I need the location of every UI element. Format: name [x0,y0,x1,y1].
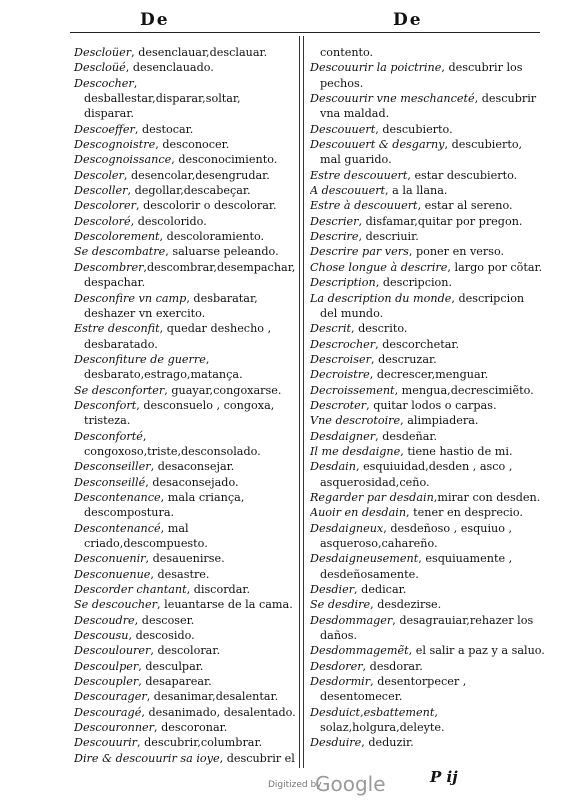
definition: disparar. [84,107,135,121]
definition: , desconocimiento. [171,153,278,167]
definition: despachar. [84,276,146,290]
definition: , descoloramiento. [159,230,265,244]
dictionary-entry [310,352,545,367]
definition: , desanimar,desalentar. [146,690,279,704]
headword: Descoler [74,168,124,182]
definition: , descubrir los pechos. [320,61,523,90]
headword: Descloüer [74,46,132,59]
headword: Desdier [310,583,355,597]
dictionary-entry [310,260,545,275]
definition: , saluarse peleando. [165,245,279,259]
dictionary-entry [310,674,545,705]
headword: Desdaigneux [310,521,384,535]
headword: Estre à descouuert [310,199,418,213]
headword: Descroiser [310,352,371,366]
definition: , descubrir el [219,751,295,765]
dictionary-entry [74,490,296,521]
headword: Desdommagemẽt [310,644,409,658]
dictionary-entry [74,183,296,198]
dictionary-entry [310,398,545,413]
definition: , guayar,congoxarse. [164,383,282,397]
dictionary-entry [74,229,296,244]
header-rule [70,32,540,33]
dictionary-entry [310,735,545,750]
definition: ,mirar con desden. [433,490,541,504]
dictionary-entry [74,659,296,674]
dictionary-entry [310,275,545,290]
definition: , desauenirse. [145,552,225,566]
definition: , desaconsejado. [145,475,239,489]
dictionary-entry [74,260,296,275]
dictionary-entry [74,321,296,352]
definition: , descripcion del mundo. [320,291,525,320]
dictionary-entry [74,122,296,137]
dictionary-entry [74,597,296,612]
definition: , dedicar. [354,583,407,597]
dictionary-entry [74,383,296,398]
dictionary-entry [310,321,545,336]
definition: , desbaratar, deshazer vn exercito. [84,291,258,320]
definition: , descolorir o descolorar. [135,199,277,213]
headword: Descourager [74,690,147,704]
headword: Descoulper [74,659,139,673]
headword: Estre desconfit [74,322,160,336]
dictionary-entry [310,45,545,60]
definition: , estar descubierto. [407,168,518,182]
definition: , descubrir,columbrar. [137,736,263,750]
definition: , el salir a paz y a saluo. [408,644,545,658]
dictionary-entry [74,244,296,259]
google-watermark: Google [315,772,386,796]
definition: , descosido. [128,629,195,643]
dictionary-entry [310,613,545,644]
headword: Dire & descouurir sa ioye [74,751,220,765]
dictionary-entry [74,567,296,582]
dictionary-entry [74,475,296,490]
signature-mark: P ij [430,768,458,786]
running-head-left: De [140,10,170,30]
dictionary-entry [74,735,296,750]
running-head-right: De [393,10,423,30]
headword: Il me desdaigne [310,444,401,458]
definition: , estar al sereno. [417,199,513,213]
definition: contento. [320,46,374,59]
dictionary-entry [74,521,296,552]
headword: Desdaigner [310,429,376,443]
definition: , descruzar. [370,352,437,366]
headword: Decroissement [310,383,395,397]
headword: Descrire [310,230,359,244]
headword: Descontenance [74,490,161,504]
headword: Desconseillé [74,475,146,489]
definition: , mala criança, descompostura. [84,490,245,520]
definition: , desentorpecer , desentomecer. [320,675,467,704]
definition: , desconocer. [155,138,230,152]
headword: Descolorement [74,230,160,244]
definition: , a la llana. [385,184,448,198]
definition: , leuantarse de la cama. [157,598,293,612]
left-column [74,45,296,766]
headword: Descouuert & desgarny [310,138,445,152]
definition: , descripcion. [375,276,453,290]
definition: , congoxoso,triste,desconsolado. [84,429,261,458]
definition: , destocar. [134,122,194,136]
headword: Auoir en desdain [310,506,407,520]
definition: , desagrauiar,rehazer los daños. [320,613,534,643]
definition: , quitar lodos o carpas. [366,398,497,412]
definition: , mal criado,descompuesto. [84,521,208,550]
dictionary-entry [74,582,296,597]
dictionary-entry [310,183,545,198]
definition: , descorchetar. [375,337,460,351]
headword: Estre descouuert [310,168,408,182]
definition: , descriuir. [358,230,419,244]
dictionary-entry [74,214,296,229]
headword: Desconforté [74,429,143,443]
headword: Descouragé [74,705,142,719]
column-divider [299,36,300,768]
dictionary-entry [74,152,296,167]
headword: Descrire par vers [310,245,409,259]
definition: , mengua,decrescimiẽto. [394,383,534,397]
headword: Desconfire vn camp [74,291,187,305]
dictionary-entry [310,137,545,168]
headword: Descrocher [310,337,376,351]
headword: Descognoissance [74,153,172,167]
dictionary-entry [310,505,545,520]
dictionary-entry [74,628,296,643]
definition: , desaconsejar. [150,460,235,474]
definition: , desculpar. [138,659,204,673]
column-divider-inner [303,36,304,768]
definition: , tiene hastio de mi. [400,444,513,458]
definition: , quedar deshecho , desbaratado. [84,322,272,351]
definition: , desbarato,estrago,matança. [84,352,243,382]
headword: Descloüé [74,61,126,75]
definition: , desdeñar. [375,429,438,443]
dictionary-entry [74,551,296,566]
dictionary-entry [310,459,545,490]
definition: , poner en verso. [408,245,505,259]
dictionary-entry [74,291,296,322]
definition: , desdezirse. [370,598,442,612]
headword: Descouurir vne meschanceté [310,92,475,106]
dictionary-entry [310,60,545,91]
dictionary-entry [74,689,296,704]
headword: Chose longue à descrire [310,260,448,274]
dictionary-entry [74,137,296,152]
headword: Decroistre [310,368,370,382]
headword: Regarder par desdain [310,490,434,504]
headword: Descognoistre [74,138,156,152]
headword: Desconuenir [74,552,146,566]
definition: , descubierto, mal guarido. [320,138,523,167]
definition: , descoser. [134,613,195,627]
definition: , descrito. [351,322,408,336]
definition: , decrescer,menguar. [369,368,489,382]
headword: Desconseiller [74,460,151,474]
headword: Descoudre [74,613,135,627]
headword: Desdommager [310,613,393,627]
definition: , desenclauado. [125,61,214,75]
dictionary-entry [74,643,296,658]
headword: Descouurir la poictrine [310,61,442,75]
dictionary-entry [310,551,545,582]
headword: Se desconforter [74,383,165,397]
headword: Desdain [310,460,356,474]
headword: Vne descrotoire [310,414,401,428]
headword: Descorder chantant [74,583,187,597]
definition: , desenclauar,desclauar. [131,46,268,59]
dictionary-entry [310,643,545,658]
dictionary-entry [310,214,545,229]
headword: Desconfort [74,398,137,412]
right-column [310,45,545,751]
dictionary-entry [310,198,545,213]
dictionary-entry [74,275,296,290]
definition: , esquiuamente , desdeñosamente. [320,552,513,581]
definition: , descubierto. [375,122,453,136]
headword: Descombrer [74,260,144,274]
dictionary-entry [310,337,545,352]
dictionary-entry [310,582,545,597]
headword: Descocher [74,76,134,90]
dictionary-entry [74,459,296,474]
headword: Descroter [310,398,367,412]
dictionary-entry [74,751,296,766]
definition: , discordar. [186,583,251,597]
dictionary-entry [310,521,545,552]
headword: Descrier [310,214,359,228]
headword: Descoulourer [74,644,151,658]
headword: Se descombatre [74,245,166,259]
definition: , deduzir. [361,736,414,750]
dictionary-entry [310,244,545,259]
definition: , esquiuidad,desden , asco , asquerosidad,ceño. [320,460,513,489]
dictionary-entry [310,597,545,612]
dictionary-entry [74,45,296,60]
dictionary-entry [310,490,545,505]
definition: , desballestar,disparar,soltar, [84,76,241,106]
dictionary-entry [310,659,545,674]
headword: La description du monde [310,291,452,305]
headword: Descouronner [74,721,155,735]
dictionary-entry [310,444,545,459]
definition: , largo por cõtar. [447,260,543,274]
definition: , desconsuelo , congoxa, tristeza. [84,398,275,428]
dictionary-entry [74,352,296,383]
dictionary-entry [310,429,545,444]
definition: , desdeñoso , esquiuo , asqueroso,cahareño. [320,521,513,550]
headword: Descoupler [74,675,139,689]
dictionary-entry [74,60,296,75]
definition: ,descombrar,desempachar, [143,260,296,274]
headword: Desconuenue [74,567,151,581]
headword: Desdaigneusement [310,552,419,566]
headword: Descouurir [74,736,138,750]
dictionary-entry [310,367,545,382]
headword: Descoeffer [74,122,135,136]
headword: Descousu [74,629,129,643]
dictionary-entry [310,122,545,137]
headword: Desconfiture de guerre [74,352,206,366]
definition: , degollar,descabeçar. [127,184,251,198]
definition: , desencolar,desengrudar. [123,168,270,182]
dictionary-entry [310,383,545,398]
headword: Description [310,276,376,290]
headword: A descouuert [310,184,386,198]
digitized-label: Digitized by [268,780,322,790]
definition: , descoronar. [154,721,228,735]
dictionary-entry [74,168,296,183]
definition: , desaparear. [138,675,212,689]
dictionary-entry [74,398,296,429]
headword: Descoloré [74,214,131,228]
headword: Desdorer [310,659,363,673]
headword: Descolorer [74,199,136,213]
definition: , solaz,holgura,deleyte. [320,705,445,735]
definition: , descubrir vna maldad. [320,92,537,121]
definition: , descolorido. [130,214,207,228]
headword: Desduire [310,736,362,750]
definition: , disfamar,quitar por pregon. [358,214,523,228]
headword: Descrit [310,322,352,336]
headword: Desduict,esbattement [310,705,435,719]
dictionary-entry [310,291,545,322]
dictionary-entry [74,76,296,107]
headword: Descoller [74,184,128,198]
headword: Descontenancé [74,521,161,535]
dictionary-entry [74,705,296,720]
definition: , desanimado, desalentado. [141,705,296,719]
dictionary-entry [74,613,296,628]
dictionary-entry [74,106,296,121]
headword: Descouuert [310,122,376,136]
dictionary-entry [74,198,296,213]
dictionary-entry [74,429,296,460]
definition: , descolorar. [150,644,221,658]
definition: , desdorar. [362,659,423,673]
dictionary-entry [74,720,296,735]
dictionary-entry [310,229,545,244]
dictionary-entry [74,674,296,689]
definition: , desastre. [150,567,210,581]
dictionary-entry [310,705,545,736]
dictionary-entry [310,91,545,122]
headword: Se descoucher [74,598,158,612]
definition: , alimpiadera. [400,414,479,428]
headword: Se desdire [310,598,371,612]
definition: , tener en desprecio. [406,506,523,520]
dictionary-entry [310,168,545,183]
headword: Desdormir [310,675,371,689]
dictionary-entry [310,413,545,428]
